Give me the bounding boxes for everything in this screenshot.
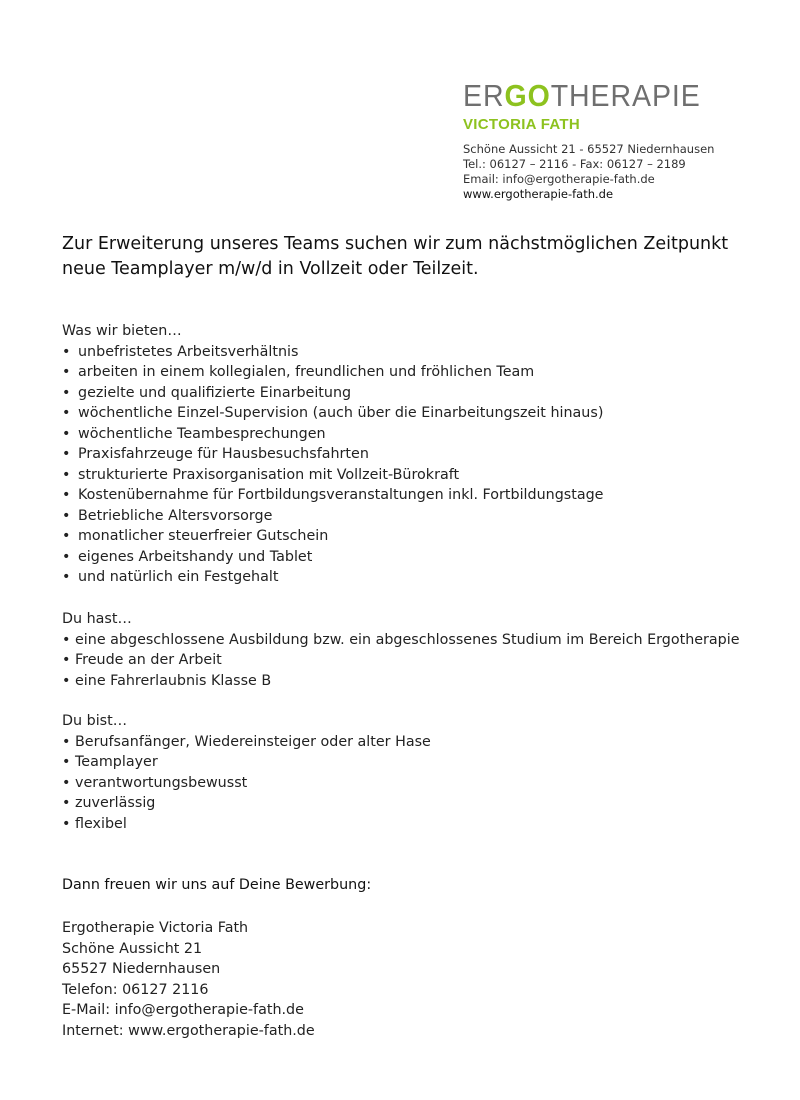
- list-item: • strukturierte Praxisorganisation mit Vollzeit-Bürokraft: [62, 465, 792, 486]
- header-address: Schöne Aussicht 21 - 65527 Niedernhausen: [463, 142, 715, 156]
- header-contact: [463, 142, 783, 202]
- list-item: • Kostenübernahme für Fortbildungsveranstaltungen inkl. Fortbildungstage: [62, 485, 792, 506]
- logo-subtitle: VICTORIA FATH: [463, 116, 580, 133]
- logo-part-go: GO: [504, 78, 551, 113]
- list-item: • eine abgeschlossene Ausbildung bzw. ein abgeschlossenes Studium im Bereich Ergotherapie: [62, 630, 792, 651]
- address-phone: Telefon: 06127 2116: [62, 981, 209, 998]
- intro-line-1: Zur Erweiterung unseres Teams suchen wir zum nächstmöglichen Zeitpunkt: [62, 234, 729, 254]
- address-name: Ergotherapie Victoria Fath: [62, 920, 249, 936]
- list-item: • eine Fahrerlaubnis Klasse B: [62, 671, 792, 692]
- list-item: • eigenes Arbeitshandy und Tablet: [62, 547, 792, 568]
- offer-heading: Was wir bieten…: [62, 323, 182, 339]
- have-section: [62, 609, 792, 691]
- logo-part-therapie: THERAPIE: [550, 78, 701, 113]
- intro-line-2: neue Teamplayer m/w/d in Vollzeit oder Teilzeit.: [62, 259, 479, 279]
- address-email[interactable]: E-Mail: info@ergotherapie-fath.de: [62, 1002, 304, 1018]
- list-item: • wöchentliche Einzel-Supervision (auch über die Einarbeitungszeit hinaus): [62, 403, 792, 424]
- address-website[interactable]: Internet: www.ergotherapie-fath.de: [62, 1022, 315, 1039]
- list-item: • und natürlich ein Festgehalt: [62, 567, 792, 588]
- header-website[interactable]: www.ergotherapie-fath.de: [463, 187, 614, 201]
- have-heading: Du hast…: [62, 611, 132, 627]
- letterhead: [463, 80, 783, 202]
- list-item: • gezielte und qualifizierte Einarbeitung: [62, 383, 792, 404]
- list-item: • wöchentliche Teambesprechungen: [62, 424, 792, 445]
- list-item: • verantwortungsbewusst: [62, 773, 792, 794]
- list-item: • Berufsanfänger, Wiedereinsteiger oder alter Hase: [62, 732, 792, 753]
- contact-address: [62, 918, 315, 1041]
- intro-headline: [62, 232, 782, 282]
- have-list: [62, 630, 792, 692]
- logo-part-er: ER: [463, 78, 505, 113]
- are-list: [62, 732, 792, 835]
- list-item: • Praxisfahrzeuge für Hausbesuchsfahrten: [62, 444, 792, 465]
- list-item: • monatlicher steuerfreier Gutschein: [62, 526, 792, 547]
- list-item: • unbefristetes Arbeitsverhältnis: [62, 342, 792, 363]
- list-item: • Freude an der Arbeit: [62, 650, 792, 671]
- application-call-to-action: Dann freuen wir uns auf Deine Bewerbung:: [62, 877, 372, 893]
- list-item: • Betriebliche Altersvorsorge: [62, 506, 792, 527]
- are-section: [62, 711, 792, 834]
- offer-section: [62, 321, 792, 588]
- list-item: • flexibel: [62, 814, 792, 835]
- list-item: • Teamplayer: [62, 752, 792, 773]
- list-item: • zuverlässig: [62, 793, 792, 814]
- offer-list: [62, 342, 792, 588]
- are-heading: Du bist…: [62, 713, 128, 729]
- header-email[interactable]: Email: info@ergotherapie-fath.de: [463, 172, 655, 186]
- list-item: • arbeiten in einem kollegialen, freundlichen und fröhlichen Team: [62, 362, 792, 383]
- address-city: 65527 Niedernhausen: [62, 961, 221, 977]
- address-street: Schöne Aussicht 21: [62, 940, 203, 957]
- header-phone-fax: Tel.: 06127 – 2116 - Fax: 06127 – 2189: [463, 157, 686, 171]
- company-logo: [463, 80, 757, 111]
